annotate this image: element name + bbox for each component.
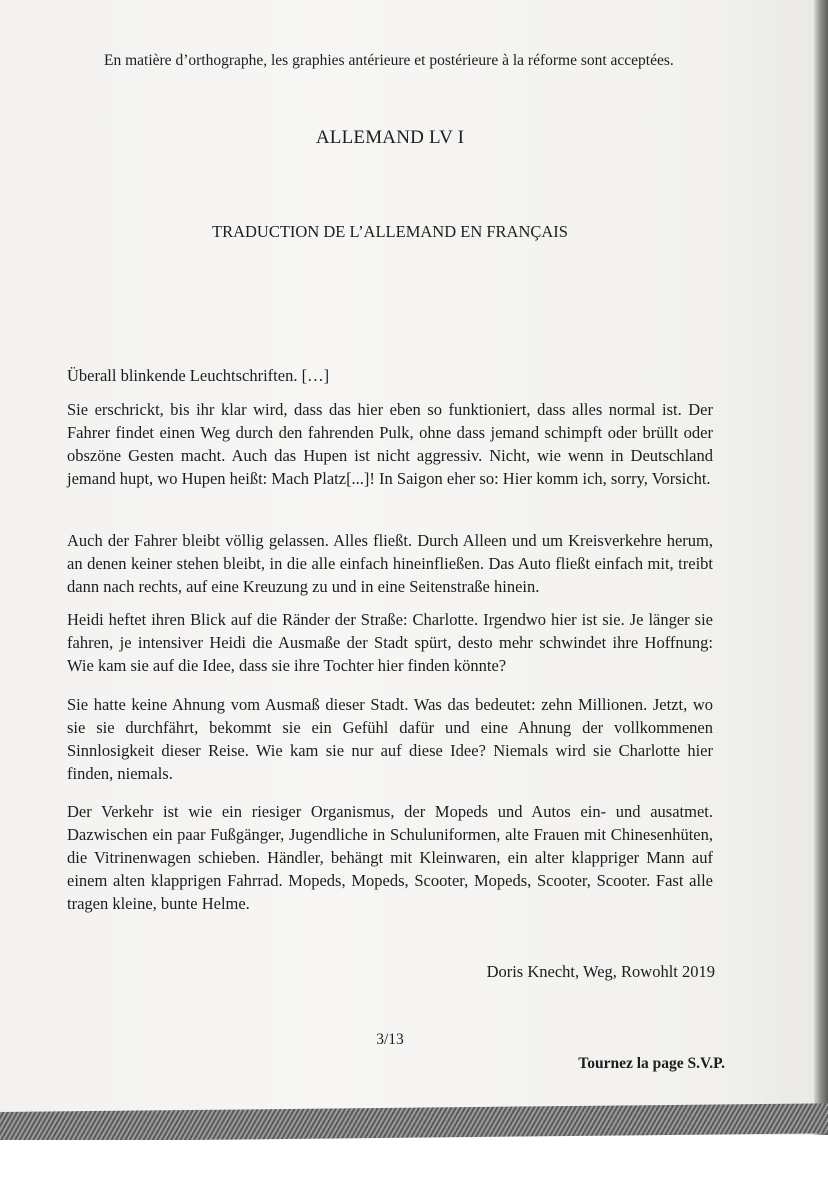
turn-page-note: Tournez la page S.V.P.	[578, 1055, 725, 1072]
background-strip	[0, 1140, 828, 1177]
text-paragraph: Der Verkehr ist wie ein riesiger Organismus, der Mopeds und Autos ein- und ausatmet. Dazwischen ein paar Fußgänger, Jugendliche in Schuluniformen, alte Frauen mit Chinesenhüten, die Vitrinenwagen schieben. Händler, behängt mit Kleinwaren, ein alter klappriger Mann auf einem alten klapprigen Fahrrad. Mopeds, Mopeds, Scooter, Mopeds, Scooter, Scooter. Fast alle tragen kleine, bunte Helme.	[67, 802, 713, 913]
binding-edge	[814, 0, 828, 1135]
text-paragraph: Sie erschrickt, bis ihr klar wird, dass das hier eben so funktioniert, dass alles normal ist. Der Fahrer findet einen Weg durch den fahrenden Pulk, ohne dass jemand schimpft oder brüllt oder obszöne Gesten macht. Auch das Hupen ist nicht aggressiv. Nicht, wie wenn in Deutschland jemand hupt, wo Hupen heißt: Mach Platz[...]! In Saigon eher so: Hier komm ich, sorry, Vorsicht.	[67, 400, 713, 488]
text-paragraph: Sie hatte keine Ahnung vom Ausmaß dieser Stadt. Was das bedeutet: zehn Millionen. Jetzt, wo sie sie durchfährt, bekommt sie ein Gefühl dafür und eine Ahnung der vollkommenen Sinnlosigkeit dieser Reise. Wie kam sie nur auf diese Idee? Niemals wird sie Charlotte hier finden, niemals.	[67, 695, 713, 783]
exam-subtitle: TRADUCTION DE L’ALLEMAND EN FRANÇAIS	[212, 222, 568, 241]
text-intro-line: Überall blinkende Leuchtschriften. […]	[67, 366, 330, 385]
spelling-notice: En matière d’orthographe, les graphies antérieure et postérieure à la réforme sont acceptées.	[104, 52, 674, 69]
source-citation: Doris Knecht, Weg, Rowohlt 2019	[486, 962, 715, 981]
page-number: 3/13	[376, 1031, 404, 1048]
exam-title: ALLEMAND LV I	[315, 127, 465, 148]
text-paragraph: Auch der Fahrer bleibt völlig gelassen. Alles fließt. Durch Alleen und um Kreisverkehre herum, an denen keiner stehen bleibt, in die alle einfach hineinfließen. Das Auto fließt einfach mit, treibt dann nach rechts, auf eine Kreuzung zu und in eine Seitenstraße hinein.	[67, 531, 713, 596]
text-paragraph: Heidi heftet ihren Blick auf die Ränder der Straße: Charlotte. Irgendwo hier ist sie. Je länger sie fahren, je intensiver Heidi die Ausmaße der Stadt spürt, desto mehr schwindet ihre Hoffnung: Wie kam sie auf die Idee, dass sie ihre Tochter hier finden könnte?	[67, 610, 713, 675]
